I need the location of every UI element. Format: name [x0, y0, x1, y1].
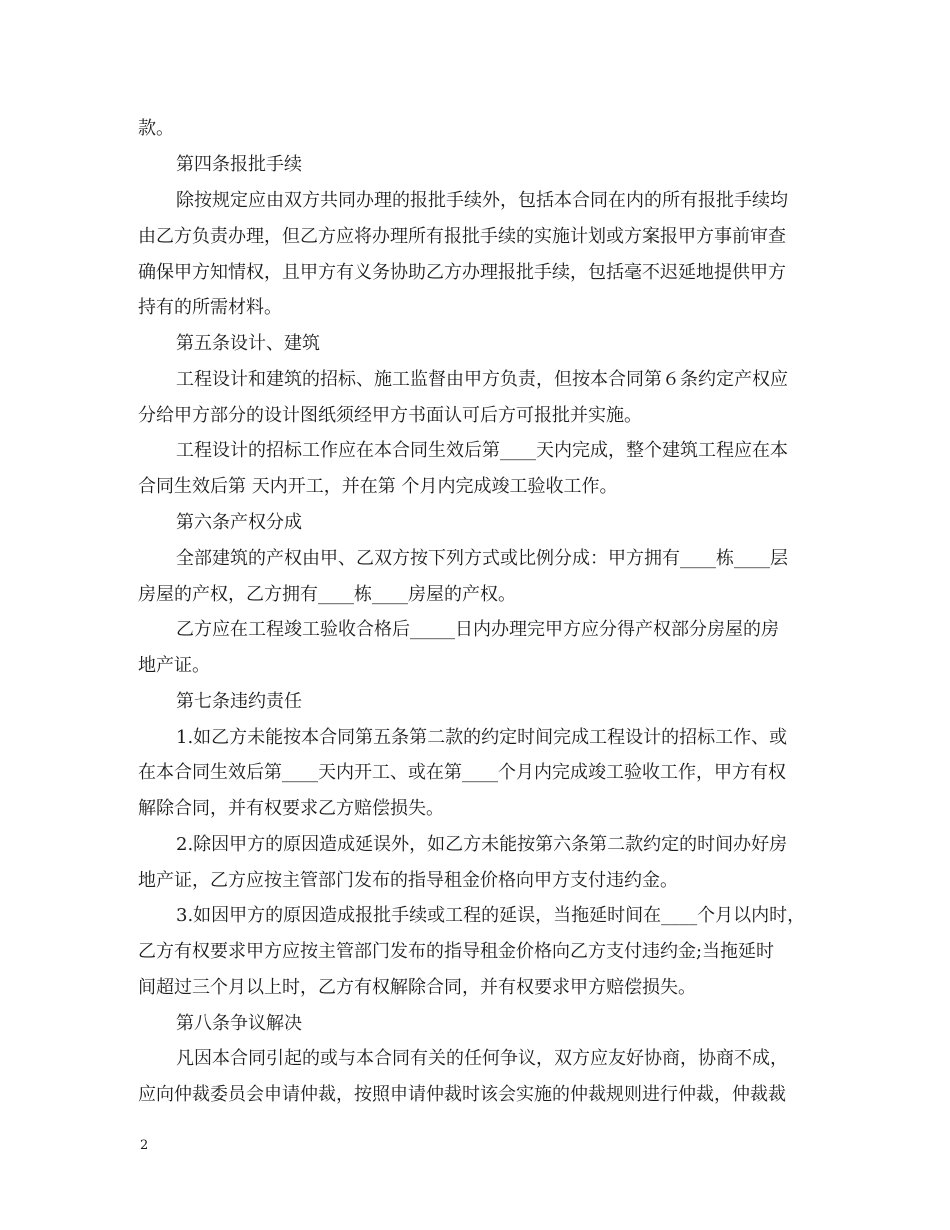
paragraph-line: 在本合同生效后第____天内开工、或在第____个月内完成竣工验收工作，甲方有权: [138, 762, 786, 783]
section-heading: 第八条争议解决: [176, 1013, 302, 1034]
paragraph-line: 分给甲方部分的设计图纸须经甲方书面认可后方可报批并实施。: [138, 405, 642, 426]
paragraph-line: 应向仲裁委员会申请仲裁，按照申请仲裁时该会实施的仲裁规则进行仲裁，仲裁裁: [138, 1084, 786, 1105]
paragraph-line: 间超过三个月以上时，乙方有权解除合同，并有权要求甲方赔偿损失。: [138, 977, 696, 998]
section-heading: 第四条报批手续: [176, 154, 302, 175]
page-number: 2: [140, 1138, 149, 1153]
paragraph-line: 全部建筑的产权由甲、乙双方按下列方式或比例分成：甲方拥有____栋____层: [176, 548, 788, 569]
paragraph-line: 除按规定应由双方共同办理的报批手续外，包括本合同在内的所有报批手续均: [176, 190, 788, 211]
paragraph-line: 3.如因甲方的原因造成报批手续或工程的延误，当拖延时间在____个月以内时，: [176, 905, 806, 926]
section-heading: 第五条设计、建筑: [176, 333, 320, 354]
paragraph-line: 工程设计和建筑的招标、施工监督由甲方负责，但按本合同第６条约定产权应: [176, 369, 788, 390]
paragraph-line: 1.如乙方未能按本合同第五条第二款的约定时间完成工程设计的招标工作、或: [176, 727, 788, 748]
paragraph-line: 地产证，乙方应按主管部门发布的指导租金价格向甲方支付违约金。: [138, 870, 678, 891]
paragraph-line: 房屋的产权，乙方拥有____栋____房屋的产权。: [138, 584, 516, 605]
paragraph-line: 解除合同，并有权要求乙方赔偿损失。: [138, 798, 444, 819]
paragraph-line: 凡因本合同引起的或与本合同有关的任何争议，双方应友好协商，协商不成，: [176, 1048, 788, 1069]
paragraph-line: 由乙方负责办理，但乙方应将办理所有报批手续的实施计划或方案报甲方事前审查: [138, 226, 786, 247]
paragraph-line: 2.除因甲方的原因造成延误外，如乙方未能按第六条第二款约定的时间办好房: [176, 834, 788, 855]
paragraph-line: 合同生效后第 天内开工，并在第 个月内完成竣工验收工作。: [138, 476, 618, 497]
paragraph-line: 款。: [138, 118, 174, 139]
paragraph-line: 乙方应在工程竣工验收合格后_____日内办理完甲方应分得产权部分房屋的房: [176, 619, 779, 640]
section-heading: 第六条产权分成: [176, 512, 302, 533]
paragraph-line: 持有的所需材料。: [138, 297, 282, 318]
paragraph-line: 确保甲方知情权，且甲方有义务协助乙方办理报批手续，包括毫不迟延地提供甲方: [138, 262, 786, 283]
paragraph-line: 工程设计的招标工作应在本合同生效后第____天内完成，整个建筑工程应在本: [176, 440, 788, 461]
paragraph-line: 地产证。: [138, 655, 210, 676]
section-heading: 第七条违约责任: [176, 691, 302, 712]
paragraph-line: 乙方有权要求甲方应按主管部门发布的指导租金价格向乙方支付违约金;当拖延时: [138, 941, 775, 962]
